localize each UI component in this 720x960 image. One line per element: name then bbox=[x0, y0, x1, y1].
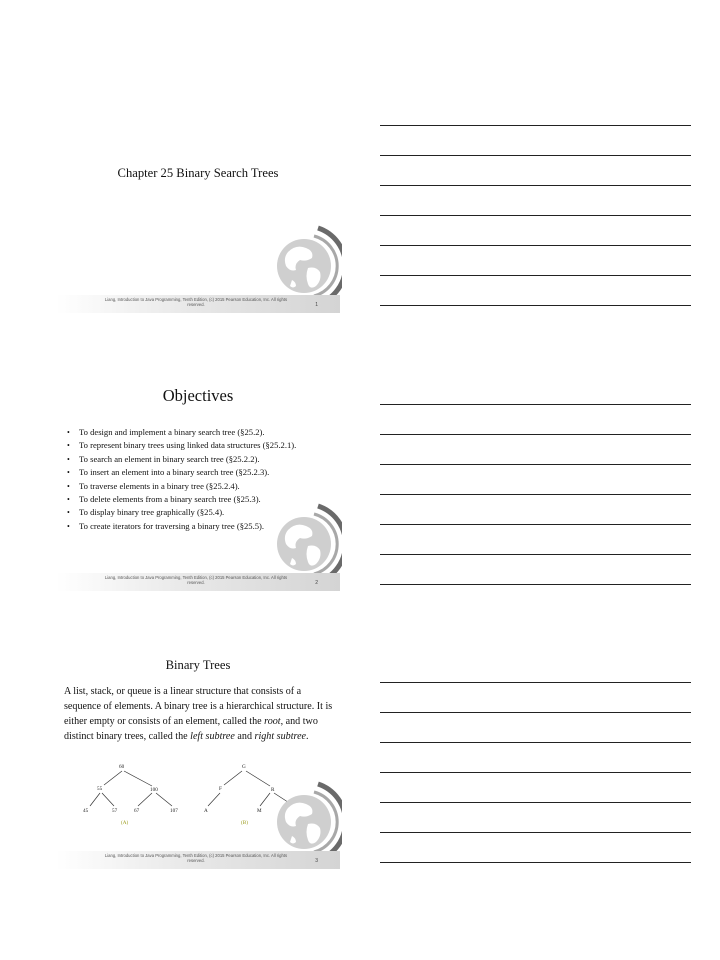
notes-line bbox=[380, 742, 691, 743]
binary-tree-definition bbox=[64, 684, 340, 744]
notes-line bbox=[380, 494, 691, 495]
tree-b-caption: (B) bbox=[241, 820, 248, 826]
list-item: • To search an element in binary search tree (§25.2.2). bbox=[64, 453, 340, 466]
tree-a-node: 67 bbox=[134, 808, 140, 814]
slide-2-title: Objectives bbox=[162, 386, 234, 405]
tree-a-node: 107 bbox=[170, 808, 178, 814]
tree-b-node: A bbox=[204, 808, 208, 814]
slide-3-footer bbox=[56, 851, 340, 869]
list-item: • To traverse elements in a binary tree (§25.2.4). bbox=[64, 480, 340, 493]
notes-line bbox=[380, 464, 691, 465]
para-text: . bbox=[306, 731, 309, 742]
slide-2-page-number: 2 bbox=[315, 580, 318, 586]
slide-1-copyright: Liang, Introduction to Java Programming, Tenth Edition, (c) 2015 Pearson Education, Inc. All rights reserved. bbox=[104, 297, 288, 307]
slide-2-copyright: Liang, Introduction to Java Programming, Tenth Edition, (c) 2015 Pearson Education, Inc. All rights reserved. bbox=[104, 575, 288, 585]
list-item: • To design and implement a binary search tree (§25.2). bbox=[64, 426, 340, 439]
term-left-subtree: left subtree bbox=[190, 731, 235, 742]
notes-line bbox=[380, 862, 691, 863]
term-root: root bbox=[264, 716, 281, 727]
tree-b-node: M bbox=[257, 808, 262, 814]
list-item: • To insert an element into a binary search tree (§25.2.3). bbox=[64, 466, 340, 479]
slide-1-page-number: 1 bbox=[315, 302, 318, 308]
list-item: • To create iterators for traversing a binary tree (§25.5). bbox=[64, 520, 340, 533]
notes-line bbox=[380, 524, 691, 525]
slide-1-title: Chapter 25 Binary Search Trees bbox=[117, 166, 279, 180]
slide-2-footer bbox=[56, 573, 340, 591]
notes-line bbox=[380, 215, 691, 216]
list-item: • To display binary tree graphically (§25.4). bbox=[64, 506, 340, 519]
tree-b-node: G bbox=[242, 764, 246, 770]
slide-3-copyright: Liang, Introduction to Java Programming, Tenth Edition, (c) 2015 Pearson Education, Inc. All rights reserved. bbox=[104, 853, 288, 863]
notes-line bbox=[380, 712, 691, 713]
tree-a-node: 45 bbox=[83, 808, 89, 814]
notes-line bbox=[380, 125, 691, 126]
notes-line bbox=[380, 305, 691, 306]
list-item: • To represent binary trees using linked data structures (§25.2.1). bbox=[64, 439, 340, 452]
list-item: • To delete elements from a binary search tree (§25.3). bbox=[64, 493, 340, 506]
notes-line bbox=[380, 155, 691, 156]
para-text: , and two distinct binary trees, called the bbox=[64, 716, 318, 742]
notes-line bbox=[380, 554, 691, 555]
notes-line bbox=[380, 185, 691, 186]
tree-a-caption: (A) bbox=[121, 820, 129, 826]
tree-b-node: R bbox=[271, 787, 275, 793]
tree-a-node: 57 bbox=[112, 808, 118, 814]
notes-line bbox=[380, 434, 691, 435]
slide-1-footer bbox=[56, 295, 340, 313]
tree-a-node: 60 bbox=[119, 764, 125, 770]
para-text: A list, stack, or queue is a linear structure that consists of a sequence of elements. A binary tree is a hierarchical structure. It is either empty or consists of an element, called the bbox=[64, 686, 333, 727]
notes-line bbox=[380, 584, 691, 585]
tree-b-node: F bbox=[219, 786, 222, 792]
notes-line bbox=[380, 802, 691, 803]
notes-line bbox=[380, 772, 691, 773]
tree-a bbox=[83, 764, 178, 826]
tree-a-node: 100 bbox=[150, 787, 158, 793]
notes-line bbox=[380, 275, 691, 276]
notes-line bbox=[380, 245, 691, 246]
tree-a-node: 55 bbox=[97, 786, 103, 792]
notes-line bbox=[380, 682, 691, 683]
notes-line bbox=[380, 404, 691, 405]
slide-3-title: Binary Trees bbox=[165, 658, 231, 672]
term-right-subtree: right subtree bbox=[254, 731, 307, 742]
para-text: and bbox=[234, 731, 255, 742]
notes-line bbox=[380, 832, 691, 833]
slide-3-page-number: 3 bbox=[315, 858, 318, 864]
